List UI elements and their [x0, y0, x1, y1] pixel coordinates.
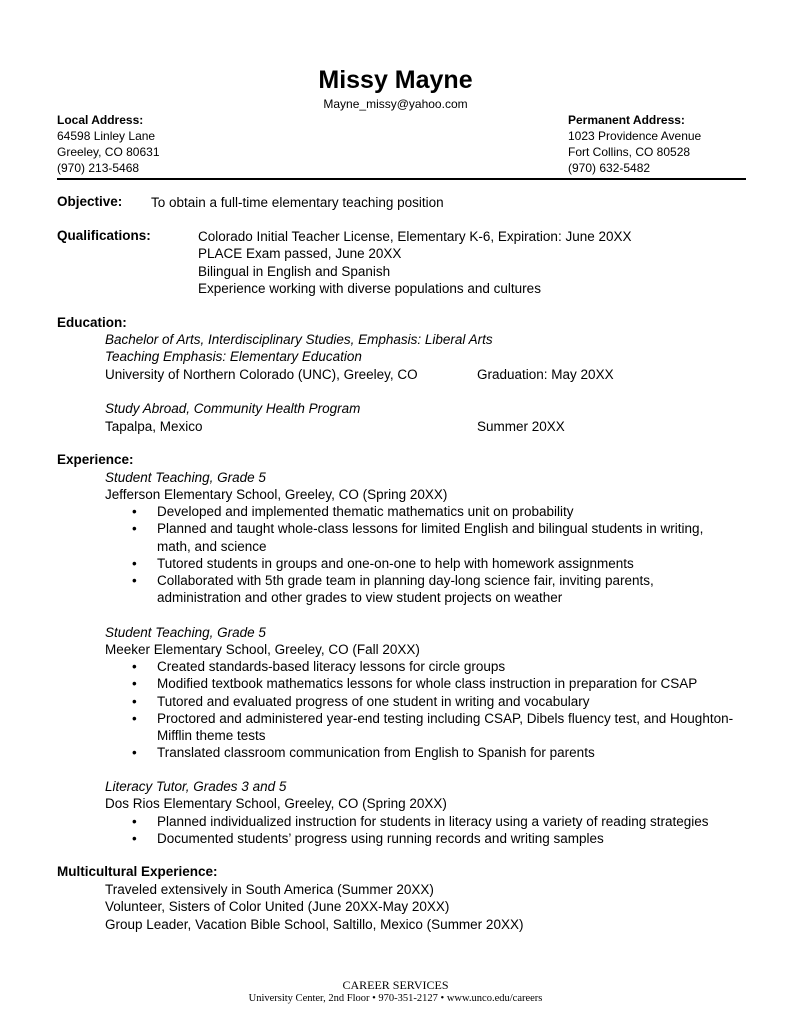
multicultural-heading: Multicultural Experience: — [57, 864, 218, 879]
local-address-line2: Greeley, CO 80631 — [57, 145, 160, 159]
job-place: Meeker Elementary School, Greeley, CO (Fall 20XX) — [105, 642, 420, 657]
permanent-address-line2: Fort Collins, CO 80528 — [568, 145, 691, 159]
header-divider — [57, 178, 746, 180]
job-bullet: • Modified textbook mathematics lessons for whole class instruction in preparation for CSAP — [105, 675, 737, 692]
degree: Bachelor of Arts, Interdisciplinary Studies, Emphasis: Liberal Arts — [105, 332, 493, 347]
job-bullet-list — [105, 503, 737, 607]
job-place: Jefferson Elementary School, Greeley, CO (Spring 20XX) — [105, 487, 448, 502]
permanent-address-label: Permanent Address: — [568, 113, 685, 127]
objective-heading: Objective: — [57, 194, 123, 209]
qualification-item: Experience working with diverse populations and cultures — [198, 280, 541, 296]
permanent-address-phone: (970) 632-5482 — [568, 161, 651, 175]
local-address-phone: (970) 213-5468 — [57, 161, 140, 175]
job-bullet-list — [105, 658, 737, 762]
multicultural-item: Volunteer, Sisters of Color United (June 20XX-May 20XX) — [105, 899, 450, 915]
multicultural-list — [105, 881, 523, 933]
qualification-item: Bilingual in English and Spanish — [198, 263, 391, 279]
job-bullet: • Documented students’ progress using running records and writing samples — [105, 830, 737, 847]
study-abroad-date: Summer 20XX — [477, 419, 565, 434]
job-bullet: • Collaborated with 5th grade team in planning day-long science fair, inviting parents, administration and other grades to view student projects on weather — [105, 572, 737, 607]
multicultural-item: Traveled extensively in South America (Summer 20XX) — [105, 882, 434, 897]
job-bullet: • Tutored and evaluated progress of one student in writing and vocabulary — [105, 693, 737, 710]
footer-contact: University Center, 2nd Floor • 970-351-2127 • www.unco.edu/careers — [248, 993, 543, 1004]
study-abroad-location: Tapalpa, Mexico — [105, 419, 203, 434]
local-address-block — [57, 112, 160, 176]
job-bullet: • Created standards-based literacy lessons for circle groups — [105, 658, 737, 675]
job-bullet: • Developed and implemented thematic mathematics unit on probability — [105, 503, 737, 520]
local-address-label: Local Address: — [57, 113, 144, 127]
job-title: Literacy Tutor, Grades 3 and 5 — [105, 779, 287, 794]
footer-title: CAREER SERVICES — [342, 978, 449, 992]
job-bullet: • Planned and taught whole-class lessons for limited English and bilingual students in writing, math, and science — [105, 520, 737, 555]
job-bullet-list — [105, 813, 737, 848]
qualification-item: Colorado Initial Teacher License, Elementary K-6, Expiration: June 20XX — [198, 229, 632, 244]
education-heading: Education: — [57, 315, 127, 330]
qualifications-heading: Qualifications: — [57, 228, 151, 243]
job-place: Dos Rios Elementary School, Greeley, CO (Spring 20XX) — [105, 796, 447, 811]
local-address-line1: 64598 Linley Lane — [57, 129, 156, 143]
university: University of Northern Colorado (UNC), Greeley, CO — [105, 367, 418, 382]
objective-text: To obtain a full-time elementary teaching position — [151, 195, 444, 210]
graduation-date: Graduation: May 20XX — [477, 367, 614, 382]
qualifications-list — [198, 228, 632, 297]
teaching-emphasis: Teaching Emphasis: Elementary Education — [105, 349, 362, 364]
job-title: Student Teaching, Grade 5 — [105, 625, 266, 640]
applicant-email: Mayne_missy@yahoo.com — [323, 97, 468, 111]
applicant-name: Missy Mayne — [318, 66, 473, 94]
job-bullet: • Planned individualized instruction for students in literacy using a variety of reading strategies — [105, 813, 737, 830]
job-bullet: • Tutored students in groups and one-on-one to help with homework assignments — [105, 555, 737, 572]
job-bullet: • Translated classroom communication from English to Spanish for parents — [105, 744, 737, 761]
experience-heading: Experience: — [57, 452, 134, 467]
job-title: Student Teaching, Grade 5 — [105, 470, 266, 485]
permanent-address-line1: 1023 Providence Avenue — [568, 129, 702, 143]
study-abroad: Study Abroad, Community Health Program — [105, 401, 361, 416]
job-bullet: • Proctored and administered year-end testing including CSAP, Dibels fluency test, and Houghton-Mifflin theme tests — [105, 710, 737, 745]
permanent-address-block — [568, 112, 701, 176]
qualification-item: PLACE Exam passed, June 20XX — [198, 246, 402, 262]
multicultural-item: Group Leader, Vacation Bible School, Saltillo, Mexico (Summer 20XX) — [105, 916, 524, 932]
